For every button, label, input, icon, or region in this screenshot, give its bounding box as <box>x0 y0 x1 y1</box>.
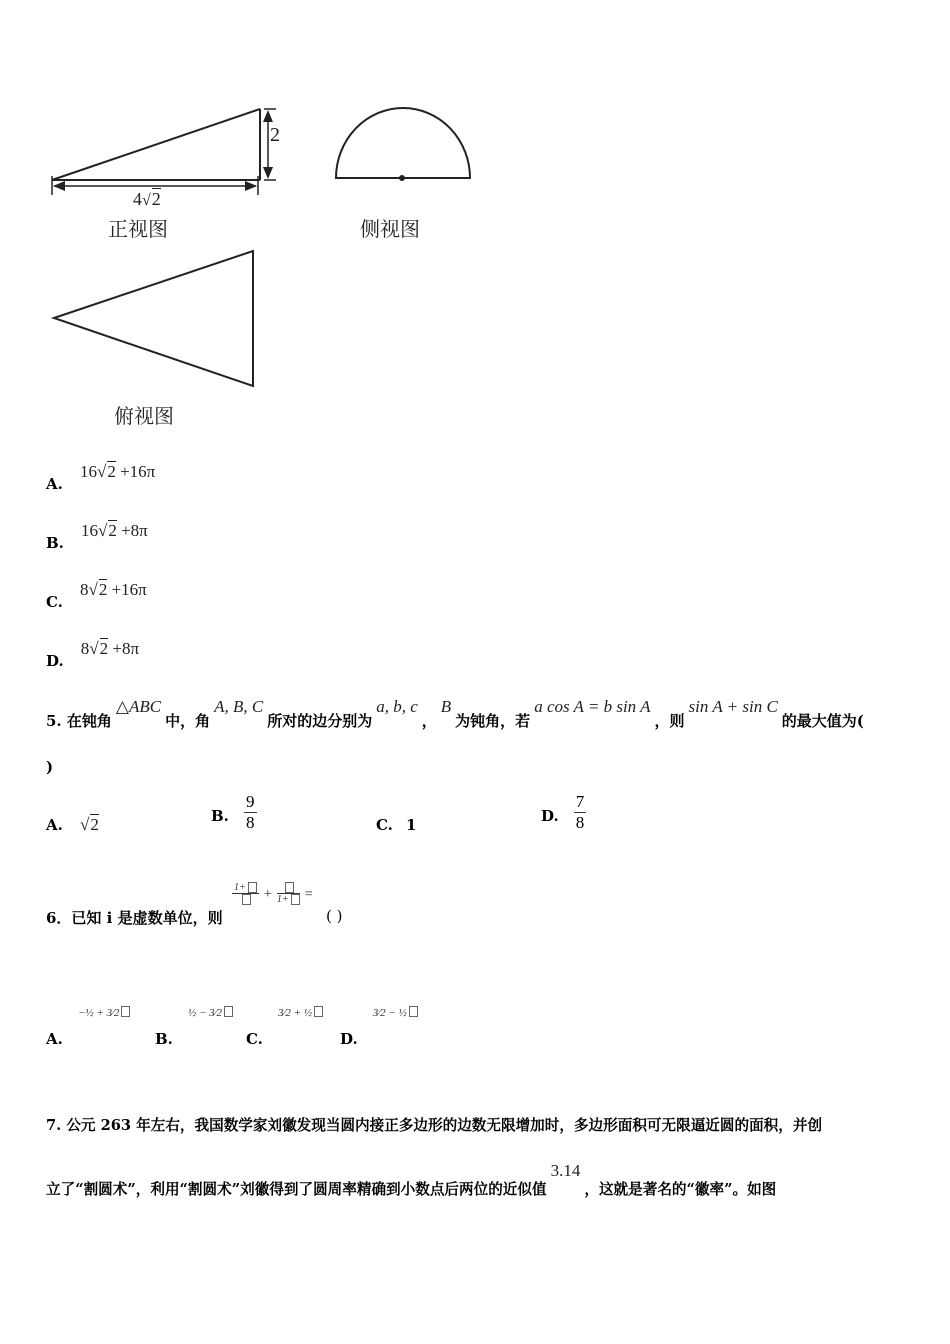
option-label: A. <box>46 475 63 493</box>
option-coef: 16 <box>79 462 97 481</box>
expr-num: 1+ <box>234 882 246 893</box>
front-base-coef: 4 <box>133 189 142 209</box>
q7-line-2-text-b: ，这就是著名的“徽率”。如图 <box>584 1181 777 1198</box>
q5-math-b: B <box>440 697 452 716</box>
q5-text-7: 的最大值为( <box>781 712 864 730</box>
option-label: A. <box>46 1030 63 1048</box>
q5-text-2: 中，角 <box>165 712 211 730</box>
option-label: B. <box>155 1030 173 1048</box>
q5-text-4: ， <box>421 712 437 730</box>
fraction-numerator: 7 <box>575 792 585 811</box>
q5-math-angles: A, B, C <box>214 697 264 716</box>
q5-option-c[interactable] <box>376 815 416 834</box>
option-label: D. <box>46 652 64 670</box>
q4-option-d[interactable]: D. 8√2 +8π <box>46 639 140 670</box>
q5-option-d[interactable] <box>541 792 586 833</box>
q7-line-2-text-a: 立了“割圆术”，利用“割圆术”刘徽得到了圆周率精确到小数点后两位的近似值 <box>46 1181 547 1198</box>
q6-paren: ( ) <box>326 907 343 925</box>
q7-line-2 <box>46 1160 777 1198</box>
q4-option-c[interactable]: C. 8√2 +16π <box>46 580 147 611</box>
q5-text-5: 为钝角，若 <box>455 712 531 730</box>
option-rad: 2 <box>107 462 116 481</box>
option-expr: ½ − 3⁄2 <box>188 1007 223 1019</box>
front-height-label: 2 <box>270 124 280 146</box>
q5-math-triangle: △ABC <box>115 697 162 716</box>
top-view-figure <box>45 245 265 395</box>
option-label: B. <box>46 534 64 552</box>
q5-math-sides: a, b, c <box>376 697 418 716</box>
option-rest: +8π <box>112 639 140 658</box>
option-expr: 3⁄2 − ½ <box>372 1007 407 1019</box>
option-label: D. <box>541 807 559 825</box>
q4-option-a[interactable]: A. 16√2 +16π <box>46 462 156 493</box>
q5-text-3: 所对的边分别为 <box>267 712 373 730</box>
option-coef: 8 <box>80 639 90 658</box>
q6-question-text: 6．已知 i 是虚数单位，则 <box>46 909 223 927</box>
q7-pi-value: 3.14 <box>550 1161 581 1180</box>
q4-option-b[interactable]: B. 16√2 +8π <box>46 521 148 552</box>
q6-option-b[interactable] <box>155 1001 233 1048</box>
top-view-caption: 俯视图 <box>114 404 174 428</box>
q6-option-a[interactable] <box>46 1001 130 1048</box>
option-value: 1 <box>406 816 417 834</box>
option-rad: 2 <box>108 521 117 540</box>
option-rad: 2 <box>98 580 108 599</box>
q5-text-1: 5. 在钝角 <box>46 712 112 730</box>
q5-option-b[interactable] <box>211 792 257 833</box>
fraction-denominator: 8 <box>575 813 585 832</box>
option-label: A. <box>46 816 63 834</box>
option-coef: 8 <box>80 580 89 599</box>
q5-option-a[interactable]: A. √2 <box>46 815 99 834</box>
fraction-numerator: 9 <box>246 792 255 811</box>
option-rest: +8π <box>121 521 148 540</box>
q5-math-condition: a cos A = b sin A <box>534 697 651 716</box>
option-rest: +16π <box>120 462 156 481</box>
front-base-label: 4√2 <box>133 189 161 209</box>
option-label: C. <box>46 593 63 611</box>
q5-question <box>46 696 926 730</box>
expr-den: 1+ <box>276 894 289 906</box>
expr-equals: = <box>304 887 313 903</box>
option-label: D. <box>340 1030 358 1048</box>
front-base-rad: 2 <box>151 189 161 209</box>
side-view-figure <box>330 100 480 185</box>
side-view-caption: 侧视图 <box>360 217 420 241</box>
q7-line-1: 7. 公元 263 年左右，我国数学家刘徽发现当圆内接正多边形的边数无限增加时，多边形面积可无限逼近圆的面积，并创 <box>46 1117 823 1134</box>
option-rad: 2 <box>99 639 109 658</box>
fraction-denominator: 8 <box>246 813 255 832</box>
option-expr: 3⁄2 + ½ <box>278 1007 313 1019</box>
q5-text-6: ，则 <box>654 712 685 730</box>
front-view-caption: 正视图 <box>108 217 168 241</box>
option-rest: +16π <box>111 580 147 599</box>
q6-expression: 1+ + 1+ = <box>234 882 313 906</box>
option-label: C. <box>376 816 393 834</box>
q6-option-c[interactable] <box>246 1001 323 1048</box>
front-view-figure <box>40 100 300 245</box>
option-rad: 2 <box>90 815 99 834</box>
option-label: B. <box>211 807 229 825</box>
option-coef: 16 <box>81 521 98 540</box>
option-label: C. <box>246 1030 263 1048</box>
q5-close-paren: ) <box>46 758 54 776</box>
q5-math-target: sin A + sin C <box>688 697 778 716</box>
option-expr: −½ + 3⁄2 <box>77 1007 120 1019</box>
q6-option-d[interactable] <box>340 1001 418 1048</box>
